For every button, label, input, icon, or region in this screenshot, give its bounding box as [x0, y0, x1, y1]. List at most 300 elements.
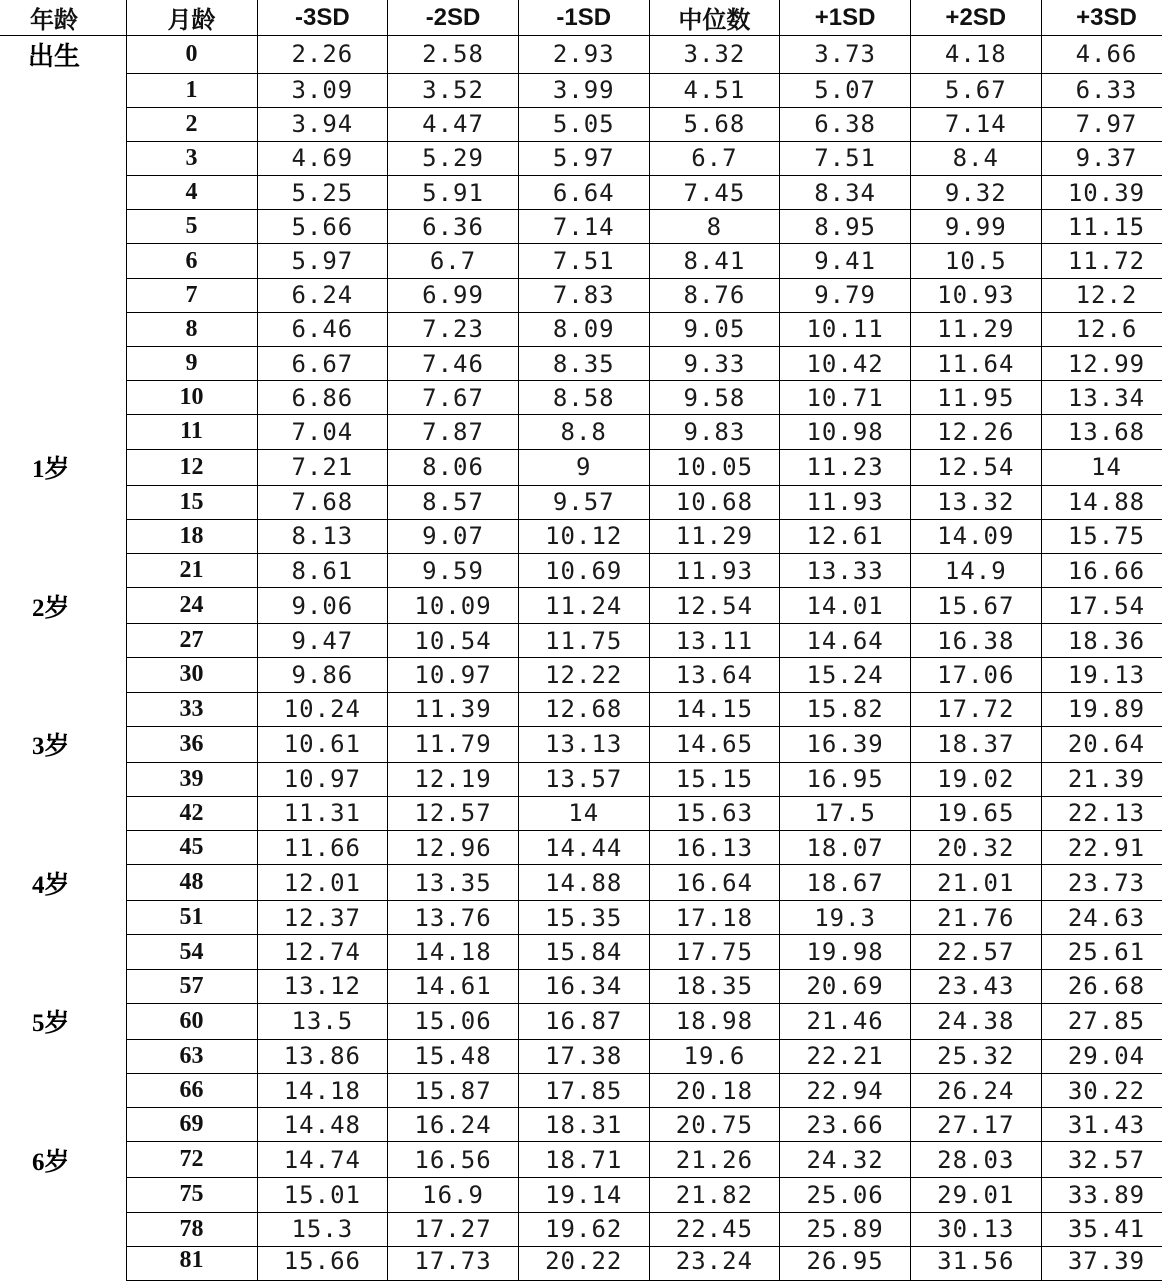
value-cell: 29.01	[910, 1178, 1041, 1212]
month-cell: 45	[126, 831, 257, 865]
age-cell	[0, 312, 126, 346]
value-cell: 35.41	[1041, 1212, 1162, 1246]
value-cell: 5.25	[257, 176, 388, 210]
month-cell: 6	[126, 244, 257, 278]
value-cell: 2.26	[257, 36, 388, 74]
value-cell: 16.13	[649, 831, 780, 865]
age-cell: 6岁	[0, 1142, 126, 1178]
value-cell: 18.31	[518, 1108, 649, 1142]
value-cell: 20.32	[910, 831, 1041, 865]
value-cell: 4.51	[649, 73, 780, 107]
table-row	[0, 1246, 1162, 1280]
value-cell: 16.87	[518, 1003, 649, 1039]
month-cell: 33	[126, 692, 257, 726]
value-cell: 15.3	[257, 1212, 388, 1246]
value-cell: 13.12	[257, 969, 388, 1003]
value-cell: 16.95	[780, 762, 911, 796]
value-cell: 5.68	[649, 107, 780, 141]
value-cell: 31.56	[910, 1246, 1041, 1280]
month-cell: 24	[126, 588, 257, 624]
value-cell: 7.23	[388, 312, 519, 346]
header-month: 月龄	[126, 0, 257, 36]
value-cell: 15.87	[388, 1074, 519, 1108]
table-row	[0, 36, 1162, 74]
value-cell: 14.9	[910, 553, 1041, 587]
value-cell: 9.58	[649, 381, 780, 415]
value-cell: 25.61	[1041, 935, 1162, 969]
value-cell: 12.74	[257, 935, 388, 969]
value-cell: 24.63	[1041, 901, 1162, 935]
table-row	[0, 1003, 1162, 1039]
value-cell: 17.75	[649, 935, 780, 969]
age-cell	[0, 935, 126, 969]
value-cell: 20.64	[1041, 726, 1162, 762]
value-cell: 19.89	[1041, 692, 1162, 726]
value-cell: 19.14	[518, 1178, 649, 1212]
header-median: 中位数	[649, 0, 780, 36]
age-cell	[0, 901, 126, 935]
value-cell: 12.37	[257, 901, 388, 935]
value-cell: 3.52	[388, 73, 519, 107]
age-cell: 3岁	[0, 726, 126, 762]
value-cell: 24.38	[910, 1003, 1041, 1039]
value-cell: 17.85	[518, 1074, 649, 1108]
value-cell: 13.57	[518, 762, 649, 796]
month-cell: 72	[126, 1142, 257, 1178]
value-cell: 4.18	[910, 36, 1041, 74]
value-cell: 7.83	[518, 278, 649, 312]
value-cell: 4.47	[388, 107, 519, 141]
value-cell: 8.8	[518, 415, 649, 449]
value-cell: 14.01	[780, 588, 911, 624]
age-cell: 4岁	[0, 865, 126, 901]
table-row	[0, 726, 1162, 762]
table-row	[0, 210, 1162, 244]
value-cell: 27.17	[910, 1108, 1041, 1142]
value-cell: 15.48	[388, 1039, 519, 1073]
value-cell: 7.67	[388, 381, 519, 415]
age-cell	[0, 1246, 126, 1280]
month-cell: 27	[126, 624, 257, 658]
table-row	[0, 865, 1162, 901]
table-row	[0, 347, 1162, 381]
value-cell: 8.09	[518, 312, 649, 346]
value-cell: 11.95	[910, 381, 1041, 415]
value-cell: 5.67	[910, 73, 1041, 107]
value-cell: 9.33	[649, 347, 780, 381]
value-cell: 13.64	[649, 658, 780, 692]
value-cell: 11.39	[388, 692, 519, 726]
value-cell: 25.06	[780, 1178, 911, 1212]
month-cell: 8	[126, 312, 257, 346]
month-cell: 42	[126, 796, 257, 830]
value-cell: 22.45	[649, 1212, 780, 1246]
value-cell: 28.03	[910, 1142, 1041, 1178]
age-cell	[0, 107, 126, 141]
value-cell: 14	[518, 796, 649, 830]
table-row	[0, 935, 1162, 969]
value-cell: 8.34	[780, 176, 911, 210]
value-cell: 10.54	[388, 624, 519, 658]
table-row	[0, 796, 1162, 830]
value-cell: 17.27	[388, 1212, 519, 1246]
value-cell: 17.72	[910, 692, 1041, 726]
age-cell	[0, 278, 126, 312]
table-row	[0, 831, 1162, 865]
value-cell: 5.05	[518, 107, 649, 141]
value-cell: 32.57	[1041, 1142, 1162, 1178]
value-cell: 14.44	[518, 831, 649, 865]
value-cell: 26.68	[1041, 969, 1162, 1003]
month-cell: 7	[126, 278, 257, 312]
value-cell: 17.73	[388, 1246, 519, 1280]
value-cell: 30.22	[1041, 1074, 1162, 1108]
value-cell: 10.5	[910, 244, 1041, 278]
month-cell: 10	[126, 381, 257, 415]
value-cell: 7.87	[388, 415, 519, 449]
table-row	[0, 381, 1162, 415]
age-cell	[0, 73, 126, 107]
value-cell: 6.64	[518, 176, 649, 210]
value-cell: 13.11	[649, 624, 780, 658]
value-cell: 15.35	[518, 901, 649, 935]
month-cell: 18	[126, 519, 257, 553]
value-cell: 33.89	[1041, 1178, 1162, 1212]
value-cell: 23.66	[780, 1108, 911, 1142]
value-cell: 5.91	[388, 176, 519, 210]
value-cell: 12.96	[388, 831, 519, 865]
age-cell	[0, 762, 126, 796]
value-cell: 10.68	[649, 485, 780, 519]
value-cell: 19.3	[780, 901, 911, 935]
value-cell: 7.51	[518, 244, 649, 278]
value-cell: 15.24	[780, 658, 911, 692]
value-cell: 13.32	[910, 485, 1041, 519]
value-cell: 10.97	[388, 658, 519, 692]
value-cell: 22.94	[780, 1074, 911, 1108]
month-cell: 57	[126, 969, 257, 1003]
value-cell: 7.46	[388, 347, 519, 381]
value-cell: 5.07	[780, 73, 911, 107]
value-cell: 21.46	[780, 1003, 911, 1039]
value-cell: 3.32	[649, 36, 780, 74]
value-cell: 19.02	[910, 762, 1041, 796]
value-cell: 12.6	[1041, 312, 1162, 346]
value-cell: 17.06	[910, 658, 1041, 692]
value-cell: 10.71	[780, 381, 911, 415]
month-cell: 78	[126, 1212, 257, 1246]
value-cell: 17.5	[780, 796, 911, 830]
value-cell: 7.45	[649, 176, 780, 210]
value-cell: 12.68	[518, 692, 649, 726]
value-cell: 10.97	[257, 762, 388, 796]
table-row	[0, 278, 1162, 312]
age-cell	[0, 692, 126, 726]
value-cell: 9.06	[257, 588, 388, 624]
value-cell: 12.54	[910, 449, 1041, 485]
value-cell: 20.18	[649, 1074, 780, 1108]
value-cell: 10.11	[780, 312, 911, 346]
age-cell	[0, 969, 126, 1003]
value-cell: 13.13	[518, 726, 649, 762]
table-row	[0, 901, 1162, 935]
value-cell: 10.42	[780, 347, 911, 381]
month-cell: 36	[126, 726, 257, 762]
table-row	[0, 244, 1162, 278]
value-cell: 14.48	[257, 1108, 388, 1142]
value-cell: 15.63	[649, 796, 780, 830]
value-cell: 3.94	[257, 107, 388, 141]
month-cell: 69	[126, 1108, 257, 1142]
value-cell: 12.61	[780, 519, 911, 553]
value-cell: 8	[649, 210, 780, 244]
value-cell: 17.54	[1041, 588, 1162, 624]
value-cell: 13.35	[388, 865, 519, 901]
value-cell: 12.19	[388, 762, 519, 796]
value-cell: 12.26	[910, 415, 1041, 449]
age-cell: 出生	[0, 36, 126, 74]
value-cell: 8.13	[257, 519, 388, 553]
value-cell: 9.37	[1041, 141, 1162, 175]
value-cell: 20.22	[518, 1246, 649, 1280]
month-cell: 1	[126, 73, 257, 107]
value-cell: 21.26	[649, 1142, 780, 1178]
value-cell: 19.98	[780, 935, 911, 969]
value-cell: 13.5	[257, 1003, 388, 1039]
value-cell: 13.33	[780, 553, 911, 587]
value-cell: 5.29	[388, 141, 519, 175]
table-row	[0, 624, 1162, 658]
value-cell: 9.99	[910, 210, 1041, 244]
value-cell: 14	[1041, 449, 1162, 485]
value-cell: 15.75	[1041, 519, 1162, 553]
age-cell	[0, 1039, 126, 1073]
month-cell: 66	[126, 1074, 257, 1108]
value-cell: 14.61	[388, 969, 519, 1003]
value-cell: 8.41	[649, 244, 780, 278]
value-cell: 12.99	[1041, 347, 1162, 381]
month-cell: 4	[126, 176, 257, 210]
value-cell: 7.14	[910, 107, 1041, 141]
value-cell: 16.39	[780, 726, 911, 762]
value-cell: 13.86	[257, 1039, 388, 1073]
value-cell: 10.24	[257, 692, 388, 726]
value-cell: 16.38	[910, 624, 1041, 658]
value-cell: 9.05	[649, 312, 780, 346]
header-age: 年龄	[0, 0, 126, 36]
value-cell: 16.9	[388, 1178, 519, 1212]
value-cell: 31.43	[1041, 1108, 1162, 1142]
age-cell	[0, 831, 126, 865]
table-row	[0, 692, 1162, 726]
value-cell: 7.21	[257, 449, 388, 485]
age-cell	[0, 141, 126, 175]
value-cell: 7.14	[518, 210, 649, 244]
value-cell: 8.58	[518, 381, 649, 415]
value-cell: 2.93	[518, 36, 649, 74]
month-cell: 39	[126, 762, 257, 796]
table-row	[0, 1178, 1162, 1212]
value-cell: 14.88	[1041, 485, 1162, 519]
value-cell: 16.66	[1041, 553, 1162, 587]
value-cell: 14.18	[257, 1074, 388, 1108]
value-cell: 5.97	[518, 141, 649, 175]
value-cell: 3.09	[257, 73, 388, 107]
age-cell	[0, 553, 126, 587]
month-cell: 12	[126, 449, 257, 485]
value-cell: 6.7	[649, 141, 780, 175]
table-row	[0, 588, 1162, 624]
value-cell: 18.37	[910, 726, 1041, 762]
age-cell	[0, 415, 126, 449]
value-cell: 9.32	[910, 176, 1041, 210]
value-cell: 16.64	[649, 865, 780, 901]
table-row	[0, 73, 1162, 107]
value-cell: 3.73	[780, 36, 911, 74]
value-cell: 11.72	[1041, 244, 1162, 278]
month-cell: 63	[126, 1039, 257, 1073]
value-cell: 14.74	[257, 1142, 388, 1178]
value-cell: 11.29	[910, 312, 1041, 346]
age-cell	[0, 244, 126, 278]
value-cell: 19.6	[649, 1039, 780, 1073]
month-cell: 60	[126, 1003, 257, 1039]
table-row	[0, 1142, 1162, 1178]
value-cell: 6.99	[388, 278, 519, 312]
value-cell: 17.18	[649, 901, 780, 935]
value-cell: 16.56	[388, 1142, 519, 1178]
value-cell: 14.64	[780, 624, 911, 658]
value-cell: 14.09	[910, 519, 1041, 553]
table-row	[0, 658, 1162, 692]
value-cell: 18.36	[1041, 624, 1162, 658]
month-cell: 51	[126, 901, 257, 935]
value-cell: 27.85	[1041, 1003, 1162, 1039]
value-cell: 9.59	[388, 553, 519, 587]
value-cell: 6.86	[257, 381, 388, 415]
table-row	[0, 485, 1162, 519]
value-cell: 14.18	[388, 935, 519, 969]
age-cell	[0, 624, 126, 658]
value-cell: 21.39	[1041, 762, 1162, 796]
value-cell: 4.69	[257, 141, 388, 175]
value-cell: 18.71	[518, 1142, 649, 1178]
value-cell: 9.57	[518, 485, 649, 519]
value-cell: 13.76	[388, 901, 519, 935]
value-cell: 10.93	[910, 278, 1041, 312]
value-cell: 11.79	[388, 726, 519, 762]
value-cell: 18.35	[649, 969, 780, 1003]
value-cell: 23.43	[910, 969, 1041, 1003]
table-row	[0, 1074, 1162, 1108]
value-cell: 10.09	[388, 588, 519, 624]
header-minus-3sd: -3SD	[257, 0, 388, 36]
value-cell: 11.24	[518, 588, 649, 624]
value-cell: 14.65	[649, 726, 780, 762]
value-cell: 11.23	[780, 449, 911, 485]
value-cell: 20.75	[649, 1108, 780, 1142]
month-cell: 0	[126, 36, 257, 74]
value-cell: 14.88	[518, 865, 649, 901]
value-cell: 8.95	[780, 210, 911, 244]
age-cell	[0, 658, 126, 692]
value-cell: 9.47	[257, 624, 388, 658]
value-cell: 10.98	[780, 415, 911, 449]
age-cell	[0, 210, 126, 244]
age-cell	[0, 381, 126, 415]
value-cell: 16.34	[518, 969, 649, 1003]
value-cell: 7.04	[257, 415, 388, 449]
value-cell: 9.86	[257, 658, 388, 692]
value-cell: 26.95	[780, 1246, 911, 1280]
value-cell: 5.97	[257, 244, 388, 278]
value-cell: 23.24	[649, 1246, 780, 1280]
age-cell	[0, 1178, 126, 1212]
month-cell: 5	[126, 210, 257, 244]
month-cell: 81	[126, 1246, 257, 1280]
age-cell	[0, 347, 126, 381]
value-cell: 6.33	[1041, 73, 1162, 107]
value-cell: 37.39	[1041, 1246, 1162, 1280]
value-cell: 8.61	[257, 553, 388, 587]
value-cell: 10.61	[257, 726, 388, 762]
value-cell: 15.67	[910, 588, 1041, 624]
value-cell: 22.57	[910, 935, 1041, 969]
month-cell: 48	[126, 865, 257, 901]
age-cell	[0, 485, 126, 519]
value-cell: 15.01	[257, 1178, 388, 1212]
month-cell: 21	[126, 553, 257, 587]
table-row	[0, 312, 1162, 346]
table-body	[0, 36, 1162, 1281]
header-minus-2sd: -2SD	[388, 0, 519, 36]
value-cell: 11.93	[780, 485, 911, 519]
value-cell: 20.69	[780, 969, 911, 1003]
age-cell	[0, 1074, 126, 1108]
age-cell: 1岁	[0, 449, 126, 485]
header-plus-2sd: +2SD	[910, 0, 1041, 36]
table-row	[0, 176, 1162, 210]
value-cell: 25.89	[780, 1212, 911, 1246]
value-cell: 13.68	[1041, 415, 1162, 449]
month-cell: 15	[126, 485, 257, 519]
value-cell: 3.99	[518, 73, 649, 107]
value-cell: 6.46	[257, 312, 388, 346]
table-row	[0, 1212, 1162, 1246]
value-cell: 10.39	[1041, 176, 1162, 210]
value-cell: 12.54	[649, 588, 780, 624]
value-cell: 17.38	[518, 1039, 649, 1073]
table-row	[0, 415, 1162, 449]
month-cell: 75	[126, 1178, 257, 1212]
value-cell: 15.15	[649, 762, 780, 796]
value-cell: 24.32	[780, 1142, 911, 1178]
value-cell: 14.15	[649, 692, 780, 726]
age-cell: 5岁	[0, 1003, 126, 1039]
value-cell: 29.04	[1041, 1039, 1162, 1073]
header-minus-1sd: -1SD	[518, 0, 649, 36]
value-cell: 9.41	[780, 244, 911, 278]
value-cell: 12.22	[518, 658, 649, 692]
month-cell: 2	[126, 107, 257, 141]
value-cell: 4.66	[1041, 36, 1162, 74]
value-cell: 23.73	[1041, 865, 1162, 901]
table-row	[0, 762, 1162, 796]
value-cell: 19.65	[910, 796, 1041, 830]
table-row	[0, 141, 1162, 175]
value-cell: 30.13	[910, 1212, 1041, 1246]
value-cell: 8.35	[518, 347, 649, 381]
